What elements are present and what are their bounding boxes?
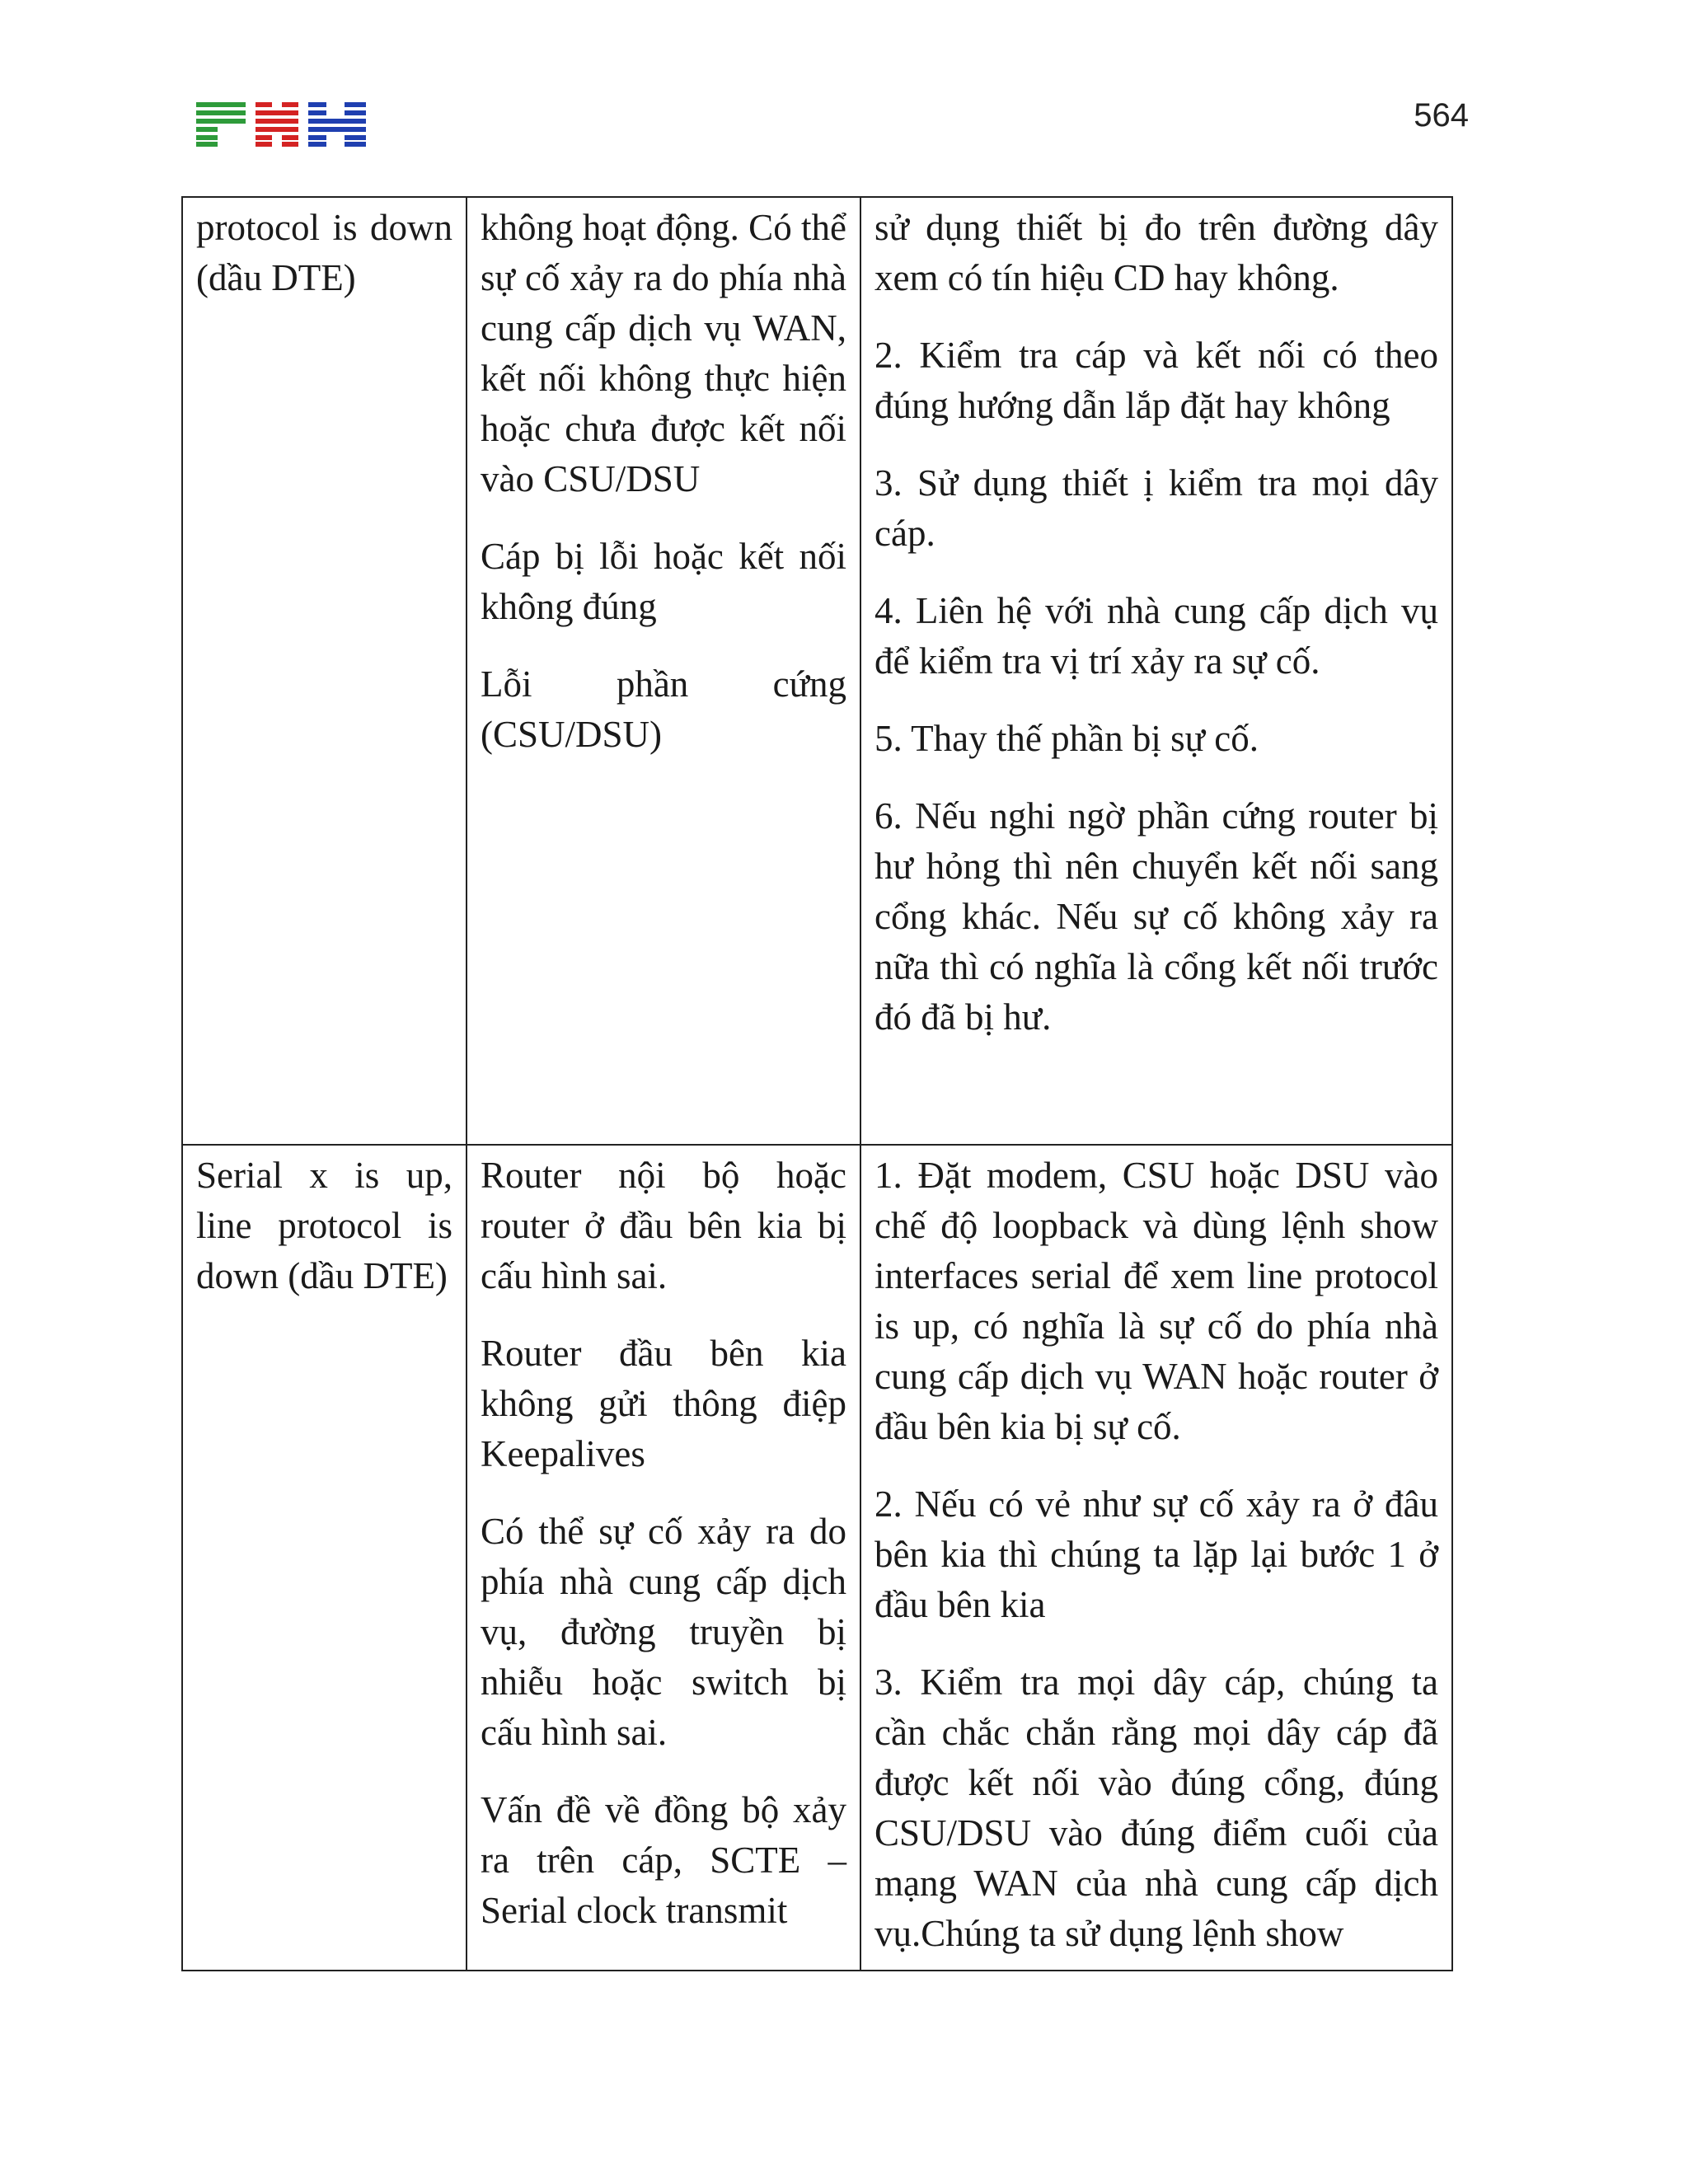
table-row: [182, 1145, 1452, 1971]
symptom-cell: [182, 197, 467, 1145]
action-step: 6. Nếu nghi ngờ phần cứng router bị hư hỏng thì nên chuyển kết nối sang cổng khác. Nếu sự cố không xảy ra nữa thì có nghĩa là cổng kết nối trước đó đã bị hư.: [874, 795, 1438, 1038]
logo-letter-h: [308, 102, 366, 147]
action-step: 5. Thay thế phần bị sự cố.: [874, 718, 1259, 759]
cause-paragraph: Cáp bị lỗi hoặc kết nối không đúng: [481, 536, 846, 627]
cause-paragraph: Router đầu bên kia không gửi thông điệp Keepalives: [481, 1333, 846, 1474]
action-step: 1. Đặt modem, CSU hoặc DSU vào chế độ loopback và dùng lệnh show interfaces serial để xem line protocol is up, có nghĩa là sự cố do phía nhà cung cấp dịch vụ WAN hoặc router ở đầu bên kia bị sự cố.: [874, 1155, 1438, 1447]
cause-paragraph: Router nội bộ hoặc router ở đầu bên kia bị cấu hình sai.: [481, 1155, 846, 1296]
cause-paragraph: không hoạt động. Có thể sự cố xảy ra do phía nhà cung cấp dịch vụ WAN, kết nối không thực hiện hoặc chưa được kết nối vào CSU/DSU: [481, 207, 846, 499]
symptom-text: protocol is down (dầu DTE): [196, 207, 452, 298]
action-step: 3. Kiểm tra mọi dây cáp, chúng ta cần chắc chắn rằng mọi dây cáp đã được kết nối vào đúng cổng, đúng CSU/DSU vào đúng điểm cuối của mạng WAN của nhà cung cấp dịch vụ.Chúng ta sử dụng lệnh show: [874, 1661, 1438, 1954]
troubleshooting-table: [181, 196, 1453, 1971]
pnh-logo: [196, 102, 366, 147]
cause-cell: [467, 197, 860, 1145]
action-cell: [860, 1145, 1452, 1971]
action-step: 3. Sử dụng thiết ị kiểm tra mọi dây cáp.: [874, 462, 1438, 554]
symptom-cell: [182, 1145, 467, 1971]
action-step: 4. Liên hệ với nhà cung cấp dịch vụ để kiểm tra vị trí xảy ra sự cố.: [874, 590, 1438, 682]
cause-paragraph: Lỗi phần cứng (CSU/DSU): [481, 663, 846, 755]
action-step: 2. Kiểm tra cáp và kết nối có theo đúng hướng dẫn lắp đặt hay không: [874, 335, 1438, 426]
symptom-text: Serial x is up, line protocol is down (dầu DTE): [196, 1155, 452, 1296]
action-step: 2. Nếu có vẻ như sự cố xảy ra ở đâu bên kia thì chúng ta lặp lại bước 1 ở đầu bên kia: [874, 1483, 1438, 1625]
logo-letter-p: [196, 102, 246, 147]
table-row: [182, 197, 1452, 1145]
action-step: sử dụng thiết bị đo trên đường dây xem có tín hiệu CD hay không.: [874, 207, 1438, 298]
logo-letter-n: [256, 102, 298, 147]
cause-paragraph: Có thể sự cố xảy ra do phía nhà cung cấp dịch vụ, đường truyền bị nhiễu hoặc switch bị cấu hình sai.: [481, 1511, 846, 1753]
page-number: 564: [1414, 97, 1469, 134]
action-cell: [860, 197, 1452, 1145]
cause-paragraph: Vấn đề về đồng bộ xảy ra trên cáp, SCTE – Serial clock transmit: [481, 1789, 846, 1931]
cause-cell: [467, 1145, 860, 1971]
